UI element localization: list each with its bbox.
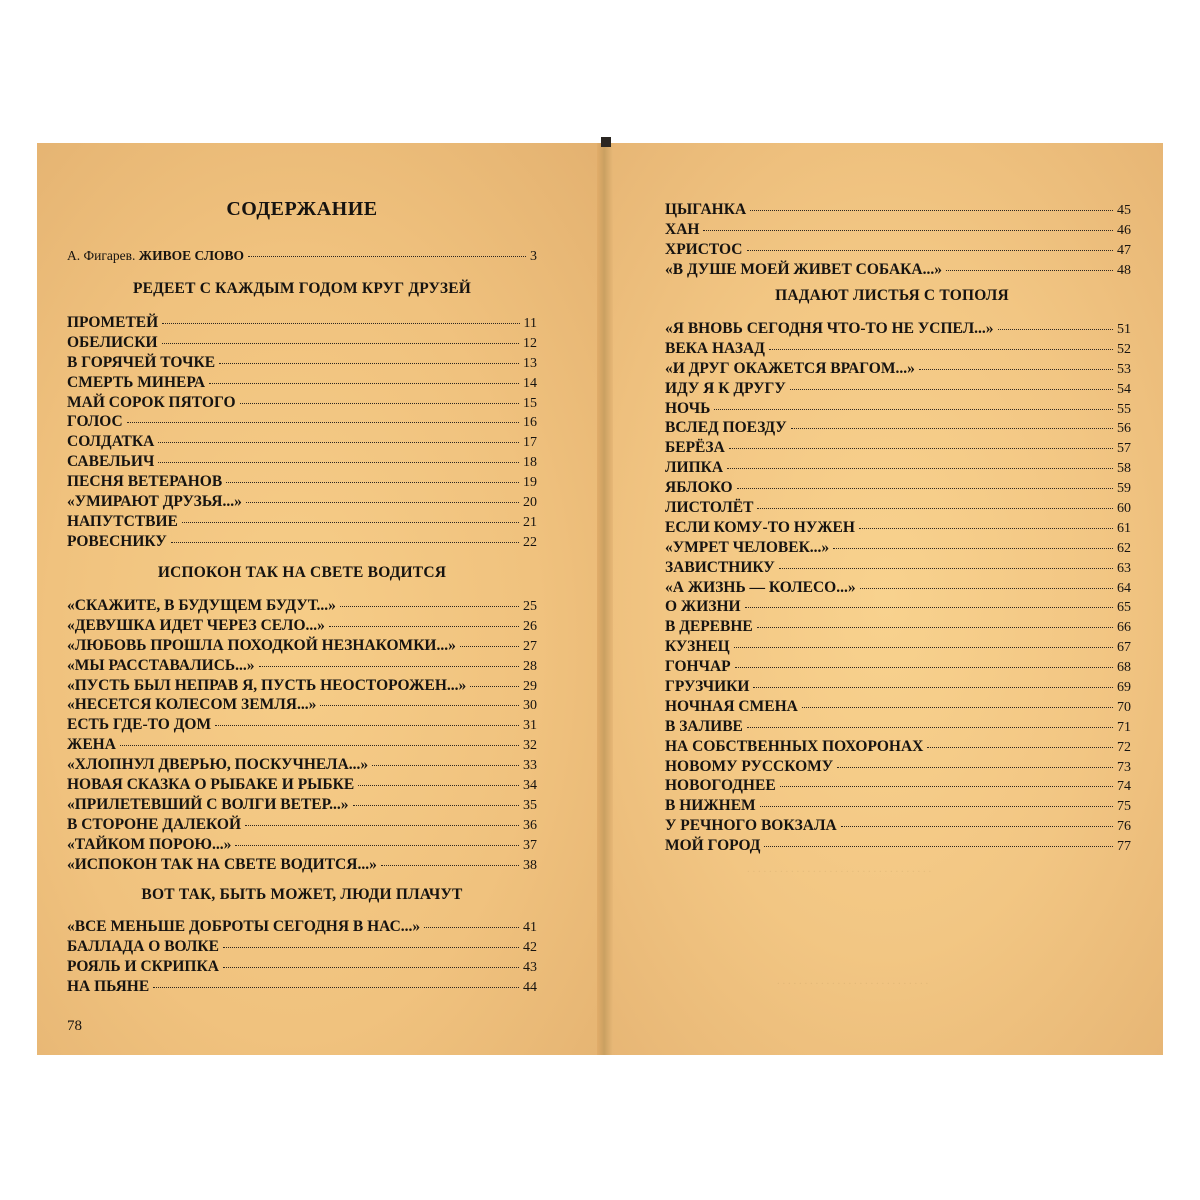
entry-page-number: 55 <box>1117 401 1131 417</box>
toc-entry[interactable] <box>665 796 1131 816</box>
entry-page-number: 21 <box>523 514 537 530</box>
entry-page-number: 28 <box>523 658 537 674</box>
entry-page-number: 48 <box>1117 262 1131 278</box>
toc-entry[interactable] <box>665 617 1131 637</box>
dot-leader <box>714 409 1113 410</box>
toc-entry[interactable] <box>67 795 537 815</box>
dot-leader <box>779 568 1113 569</box>
entry-title: ПЕСНЯ ВЕТЕРАНОВ <box>67 473 223 491</box>
entry-title: НОЧЬ <box>665 399 711 417</box>
dot-leader <box>162 343 519 344</box>
entry-page-number: 75 <box>1117 799 1131 815</box>
intro-title: ЖИВОЕ СЛОВО <box>138 248 245 263</box>
dot-leader <box>127 422 519 423</box>
entry-title: НАПУТСТВИЕ <box>67 512 178 530</box>
toc-entry[interactable] <box>67 636 537 656</box>
entry-title: ЖЕНА <box>67 736 116 754</box>
entry-title: В ГОРЯЧЕЙ ТОЧКЕ <box>67 353 216 371</box>
toc-entry[interactable] <box>67 472 537 492</box>
entry-page-number: 13 <box>523 355 537 371</box>
dot-leader <box>727 468 1113 469</box>
entry-page-number: 44 <box>523 979 537 995</box>
dot-leader <box>320 705 519 706</box>
dot-leader <box>927 747 1113 748</box>
dot-leader <box>703 230 1113 231</box>
entry-page-number: 22 <box>523 534 537 550</box>
toc-entry[interactable] <box>67 957 537 977</box>
dot-leader <box>358 785 519 786</box>
dot-leader <box>737 488 1113 489</box>
entry-title: САВЕЛЬИЧ <box>67 453 155 471</box>
section-heading-4: ПАДАЮТ ЛИСТЬЯ С ТОПОЛЯ <box>775 287 1009 304</box>
entry-title: «А ЖИЗНЬ — КОЛЕСО...» <box>665 578 856 596</box>
section-heading-1: РЕДЕЕТ С КАЖДЫМ ГОДОМ КРУГ ДРУЗЕЙ <box>132 280 472 297</box>
entry-title: У РЕЧНОГО ВОКЗАЛА <box>665 817 837 835</box>
dot-leader <box>223 947 519 948</box>
entry-page-number: 15 <box>523 395 537 411</box>
toc-entry[interactable] <box>67 735 537 755</box>
dot-leader <box>235 845 519 846</box>
entry-page-number: 57 <box>1117 441 1131 457</box>
entry-title: «ПРИЛЕТЕВШИЙ С ВОЛГИ ВЕТЕР...» <box>67 795 349 813</box>
dot-leader <box>734 647 1113 648</box>
dot-leader <box>248 256 526 257</box>
entry-title: В ДЕРЕВНЕ <box>665 618 753 636</box>
entry-title: ЕСЛИ КОМУ-ТО НУЖЕН <box>665 518 855 536</box>
toc-entry[interactable] <box>67 715 537 735</box>
entry-page-number: 33 <box>523 758 537 774</box>
toc-entry[interactable] <box>665 757 1131 777</box>
entry-page-number: 27 <box>523 638 537 654</box>
toc-entry[interactable] <box>665 399 1131 419</box>
dot-leader <box>259 666 519 667</box>
entry-title: «В ДУШЕ МОЕЙ ЖИВЕТ СОБАКА...» <box>665 260 942 278</box>
dot-leader <box>750 210 1113 211</box>
dot-leader <box>760 806 1113 807</box>
section-1-entries <box>67 313 537 552</box>
entry-page-number: 66 <box>1117 620 1131 636</box>
section-heading-2: ИСПОКОН ТАК НА СВЕТЕ ВОДИТСЯ <box>157 564 447 581</box>
entry-page-number: 32 <box>523 738 537 754</box>
dot-leader <box>780 786 1113 787</box>
entry-page-number: 62 <box>1117 540 1131 556</box>
entry-title: В ЗАЛИВЕ <box>665 717 743 735</box>
show-through-text: . . . . . . . . . . . . . . . . . . . . . . . . . . . . <box>777 975 929 987</box>
entry-page-number: 70 <box>1117 699 1131 715</box>
entry-page-number: 17 <box>523 435 537 451</box>
book-gutter <box>597 143 613 1055</box>
entry-title: «ДЕВУШКА ИДЕТ ЧЕРЕЗ СЕЛО...» <box>67 616 325 634</box>
entry-page-number: 72 <box>1117 739 1131 755</box>
toc-entry[interactable] <box>67 596 537 616</box>
entry-title: НОЧНАЯ СМЕНА <box>665 697 798 715</box>
dot-leader <box>791 428 1113 429</box>
dot-leader <box>790 389 1113 390</box>
entry-page-number: 56 <box>1117 421 1131 437</box>
entry-title: В НИЖНЕМ <box>665 797 756 815</box>
dot-leader <box>209 383 519 384</box>
entry-page-number: 63 <box>1117 560 1131 576</box>
entry-page-number: 77 <box>1117 839 1131 855</box>
dot-leader <box>946 270 1113 271</box>
entry-title: ХРИСТОС <box>665 240 743 258</box>
spine-edge <box>601 137 611 147</box>
toc-entry[interactable] <box>665 816 1131 836</box>
toc-entry[interactable] <box>67 676 537 696</box>
toc-entry[interactable] <box>67 616 537 636</box>
dot-leader <box>729 448 1113 449</box>
dot-leader <box>162 323 519 324</box>
entry-page-number: 11 <box>523 316 537 331</box>
dot-leader <box>353 805 519 806</box>
toc-entry[interactable] <box>67 835 537 855</box>
dot-leader <box>860 588 1113 589</box>
entry-title: ЛИСТОЛЁТ <box>665 499 754 517</box>
toc-entry[interactable] <box>67 855 537 875</box>
entry-page-number: 53 <box>1117 361 1131 377</box>
entry-title: «ТАЙКОМ ПОРОЮ...» <box>67 835 232 853</box>
dot-leader <box>764 846 1113 847</box>
toc-entry[interactable] <box>665 578 1131 598</box>
dot-leader <box>215 725 519 726</box>
entry-page-number: 64 <box>1117 580 1131 596</box>
toc-entry[interactable] <box>665 498 1131 518</box>
entry-page-number: 74 <box>1117 779 1131 795</box>
dot-leader <box>240 403 519 404</box>
dot-leader <box>753 687 1113 688</box>
entry-page-number: 71 <box>1117 719 1131 735</box>
dot-leader <box>153 987 519 988</box>
toc-entry[interactable] <box>67 937 537 957</box>
show-through-text: . . . . . . . . . . . . . . . . . . . . . . . . . . . . . . . . . . <box>747 863 932 875</box>
entry-page-number: 30 <box>523 698 537 714</box>
toc-entry[interactable] <box>665 518 1131 538</box>
dot-leader <box>998 329 1113 330</box>
entry-title: «УМРЕТ ЧЕЛОВЕК...» <box>665 538 830 556</box>
toc-entry[interactable] <box>665 776 1131 796</box>
dot-leader <box>460 646 519 647</box>
entry-title: РОЯЛЬ И СКРИПКА <box>67 957 219 975</box>
toc-entry[interactable] <box>665 478 1131 498</box>
toc-entry[interactable] <box>67 333 537 353</box>
intro-author: А. Фигарев. <box>67 248 136 263</box>
toc-entry[interactable] <box>665 240 1131 260</box>
toc-entry[interactable] <box>665 319 1131 339</box>
toc-entry[interactable] <box>67 393 537 413</box>
section-heading-3: ВОТ ТАК, БЫТЬ МОЖЕТ, ЛЮДИ ПЛАЧУТ <box>141 886 463 903</box>
entry-page-number: 19 <box>523 475 537 491</box>
entry-title: ИДУ Я К ДРУГУ <box>665 379 786 397</box>
entry-page-number: 31 <box>523 718 537 734</box>
entry-title: О ЖИЗНИ <box>665 598 741 616</box>
toc-entry[interactable] <box>67 353 537 373</box>
dot-leader <box>158 442 519 443</box>
entry-title: «И ДРУГ ОКАЖЕТСЯ ВРАГОМ...» <box>665 359 915 377</box>
entry-page-number: 60 <box>1117 501 1131 517</box>
toc-entry[interactable] <box>67 656 537 676</box>
dot-leader <box>735 667 1113 668</box>
toc-entry[interactable] <box>665 717 1131 737</box>
toc-entry[interactable] <box>665 418 1131 438</box>
toc-entry[interactable] <box>665 697 1131 717</box>
dot-leader <box>757 508 1113 509</box>
toc-entry[interactable] <box>67 452 537 472</box>
dot-leader <box>757 627 1113 628</box>
toc-entry[interactable] <box>67 512 537 532</box>
entry-title: ХАН <box>665 220 700 238</box>
intro-page-number: 3 <box>530 249 537 264</box>
entry-page-number: 34 <box>523 778 537 794</box>
entry-page-number: 25 <box>523 599 537 614</box>
entry-title: ВЕКА НАЗАД <box>665 339 765 357</box>
dot-leader <box>919 369 1113 370</box>
entry-title: «УМИРАЮТ ДРУЗЬЯ...» <box>67 493 242 511</box>
dot-leader <box>833 548 1113 549</box>
dot-leader <box>219 363 519 364</box>
entry-page-number: 18 <box>523 455 537 471</box>
entry-title: «ХЛОПНУЛ ДВЕРЬЮ, ПОСКУЧНЕЛА...» <box>67 756 369 774</box>
toc-entry[interactable] <box>665 200 1131 220</box>
entry-page-number: 69 <box>1117 680 1131 696</box>
page-number-folio: 78 <box>67 1018 82 1034</box>
entry-page-number: 42 <box>523 939 537 955</box>
entry-title: ЕСТЬ ГДЕ-ТО ДОМ <box>67 716 212 734</box>
entry-title: БАЛЛАДА О ВОЛКЕ <box>67 937 219 955</box>
entry-title: «НЕСЕТСЯ КОЛЕСОМ ЗЕМЛЯ...» <box>67 696 317 714</box>
entry-page-number: 76 <box>1117 819 1131 835</box>
toc-entry[interactable] <box>67 977 537 997</box>
dot-leader <box>747 727 1113 728</box>
entry-title: «ВСЕ МЕНЬШЕ ДОБРОТЫ СЕГОДНЯ В НАС...» <box>67 918 421 935</box>
toc-entry[interactable] <box>67 775 537 795</box>
dot-leader <box>245 825 519 826</box>
entry-title: МАЙ СОРОК ПЯТОГО <box>67 393 236 411</box>
dot-leader <box>470 686 519 687</box>
entry-title: НА СОБСТВЕННЫХ ПОХОРОНАХ <box>665 737 924 755</box>
intro-list <box>67 246 537 266</box>
entry-page-number: 52 <box>1117 341 1131 357</box>
dot-leader <box>745 607 1113 608</box>
toc-entry[interactable] <box>665 597 1131 617</box>
dot-leader <box>223 967 519 968</box>
entry-page-number: 37 <box>523 837 537 853</box>
entry-title: НОВАЯ СКАЗКА О РЫБАКЕ И РЫБКЕ <box>67 776 355 794</box>
entry-title: СМЕРТЬ МИНЕРА <box>67 373 206 391</box>
entry-page-number: 68 <box>1117 660 1131 676</box>
entry-title: ГРУЗЧИКИ <box>665 678 750 696</box>
entry-page-number: 61 <box>1117 520 1131 536</box>
dot-leader <box>381 865 519 866</box>
toc-entry[interactable] <box>67 492 537 512</box>
dot-leader <box>841 826 1113 827</box>
toc-entry[interactable] <box>665 677 1131 697</box>
dot-leader <box>837 767 1113 768</box>
entry-page-number: 20 <box>523 495 537 511</box>
toc-entry[interactable] <box>67 815 537 835</box>
entry-page-number: 65 <box>1117 600 1131 616</box>
toc-entry[interactable] <box>67 432 537 452</box>
right-page <box>607 143 1163 1055</box>
toc-entry[interactable] <box>665 359 1131 379</box>
entry-title: ГОЛОС <box>67 413 123 431</box>
toc-entry[interactable] <box>67 373 537 393</box>
entry-title: ГОНЧАР <box>665 658 731 676</box>
dot-leader <box>226 482 519 483</box>
dot-leader <box>859 528 1113 529</box>
toc-entry[interactable] <box>67 532 537 552</box>
entry-title: НОВОМУ РУССКОМУ <box>665 757 834 775</box>
toc-entry[interactable] <box>665 657 1131 677</box>
toc-entry[interactable] <box>665 558 1131 578</box>
entry-title: ВСЛЕД ПОЕЗДУ <box>665 419 787 437</box>
entry-title: «ПУСТЬ БЫЛ НЕПРАВ Я, ПУСТЬ НЕОСТОРОЖЕН...» <box>67 676 467 694</box>
entry-title: ЦЫГАНКА <box>665 201 747 218</box>
entry-page-number: 36 <box>523 817 537 833</box>
entry-title: «ЛЮБОВЬ ПРОШЛА ПОХОДКОЙ НЕЗНАКОМКИ...» <box>67 636 456 654</box>
toc-entry[interactable] <box>665 438 1131 458</box>
toc-entry[interactable] <box>665 737 1131 757</box>
open-book-spread <box>37 143 1163 1055</box>
dot-leader <box>372 765 519 766</box>
entry-page-number: 67 <box>1117 640 1131 656</box>
entry-page-number: 59 <box>1117 481 1131 497</box>
entry-page-number: 38 <box>523 857 537 873</box>
entry-page-number: 58 <box>1117 461 1131 477</box>
entry-title: «Я ВНОВЬ СЕГОДНЯ ЧТО-ТО НЕ УСПЕЛ...» <box>665 320 994 337</box>
entry-title: КУЗНЕЦ <box>665 638 730 656</box>
entry-page-number: 47 <box>1117 242 1131 258</box>
toc-entry-intro[interactable] <box>67 246 537 266</box>
entry-page-number: 14 <box>523 375 537 391</box>
entry-page-number: 73 <box>1117 759 1131 775</box>
dot-leader <box>802 707 1113 708</box>
entry-title: ЯБЛОКО <box>665 479 733 497</box>
toc-entry[interactable] <box>67 412 537 432</box>
dot-leader <box>120 745 519 746</box>
dot-leader <box>158 462 519 463</box>
entry-page-number: 46 <box>1117 222 1131 238</box>
toc-entry[interactable] <box>67 917 537 937</box>
toc-entry[interactable] <box>665 538 1131 558</box>
continued-entries <box>665 200 1131 280</box>
dot-leader <box>769 349 1113 350</box>
entry-title: НА ПЬЯНЕ <box>67 977 150 995</box>
entry-page-number: 45 <box>1117 203 1131 218</box>
section-4-entries <box>665 319 1131 856</box>
dot-leader <box>424 927 519 928</box>
entry-page-number: 29 <box>523 678 537 694</box>
toc-entry[interactable] <box>665 339 1131 359</box>
entry-title: «СКАЖИТЕ, В БУДУЩЕМ БУДУТ...» <box>67 597 336 614</box>
entry-title: ЗАВИСТНИКУ <box>665 558 775 576</box>
entry-title: «ИСПОКОН ТАК НА СВЕТЕ ВОДИТСЯ...» <box>67 855 377 873</box>
dot-leader <box>329 626 519 627</box>
dot-leader <box>246 502 519 503</box>
entry-title: В СТОРОНЕ ДАЛЕКОЙ <box>67 815 242 833</box>
toc-entry[interactable] <box>665 458 1131 478</box>
section-2-entries <box>67 596 537 874</box>
section-3-entries <box>67 917 537 997</box>
dot-leader <box>340 606 519 607</box>
entry-page-number: 43 <box>523 959 537 975</box>
entry-title: ЛИПКА <box>665 459 724 477</box>
dot-leader <box>171 542 519 543</box>
entry-page-number: 41 <box>523 920 537 935</box>
entry-page-number: 35 <box>523 797 537 813</box>
toc-entry[interactable] <box>665 379 1131 399</box>
toc-entry[interactable] <box>67 313 537 333</box>
left-page <box>37 143 607 1055</box>
dot-leader <box>182 522 519 523</box>
toc-entry[interactable] <box>67 695 537 715</box>
entry-title: «МЫ РАССТАВАЛИСЬ...» <box>67 656 255 674</box>
toc-entry[interactable] <box>665 220 1131 240</box>
entry-title: НОВОГОДНЕЕ <box>665 777 776 795</box>
entry-title: МОЙ ГОРОД <box>665 837 761 855</box>
entry-title: БЕРЁЗА <box>665 439 725 457</box>
toc-entry[interactable] <box>665 637 1131 657</box>
entry-title: РОВЕСНИКУ <box>67 532 167 550</box>
entry-page-number: 26 <box>523 618 537 634</box>
entry-page-number: 12 <box>523 335 537 351</box>
entry-title: ПРОМЕТЕЙ <box>67 314 159 331</box>
entry-title: ОБЕЛИСКИ <box>67 333 158 351</box>
toc-title: СОДЕРЖАНИЕ <box>226 198 378 220</box>
toc-entry[interactable] <box>665 836 1131 856</box>
dot-leader <box>747 250 1114 251</box>
entry-page-number: 54 <box>1117 381 1131 397</box>
toc-entry[interactable] <box>665 260 1131 280</box>
entry-page-number: 51 <box>1117 322 1131 337</box>
entry-title: СОЛДАТКА <box>67 433 155 451</box>
entry-page-number: 16 <box>523 415 537 431</box>
toc-entry[interactable] <box>67 755 537 775</box>
